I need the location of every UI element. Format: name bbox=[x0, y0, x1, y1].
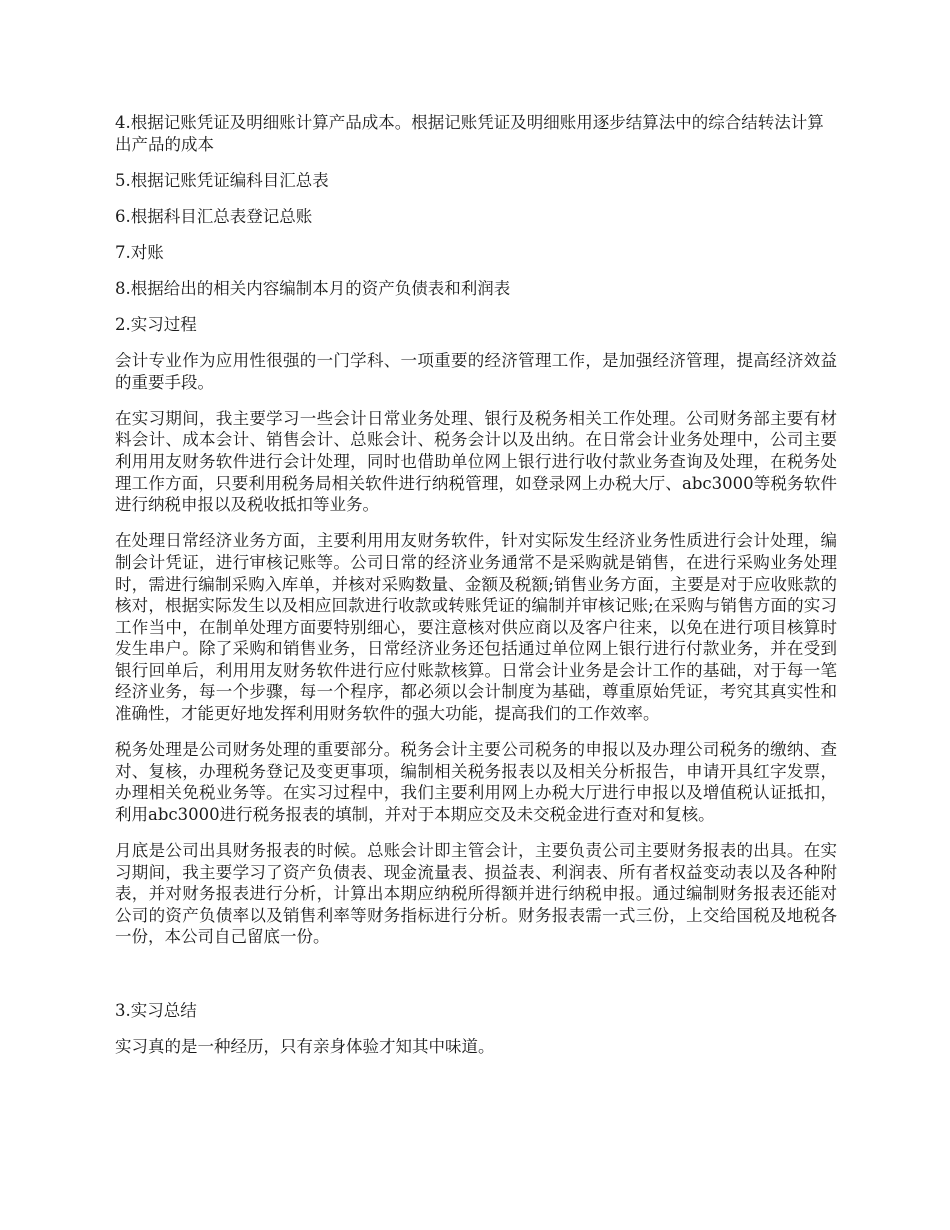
paragraph-daily-business: 在处理日常经济业务方面，主要利用用友财务软件，针对实际发生经济业务性质进行会计处理，编制会计凭证，进行审核记账等。公司日常的经济业务通常不是采购就是销售，在进行采购业务处理时，需进行编制采购入库单，并核对采购数量、金额及税额;销售业务方面，主要是对于应收账款的核对，根据实际发生以及相应回款进行收款或转账凭证的编制并审核记账;在采购与销售方面的实习工作当中，在制单处理方面要特别细心，要注意核对供应商以及客户往来，以免在进行项目核算时发生串户。除了采购和销售业务，日常经济业务还包括通过单位网上银行进行付款业务，并在受到银行回单后，利用用友财务软件进行应付账款核算。日常会计业务是会计工作的基础，对于每一笔经济业务，每一个步骤，每一个程序，都必须以会计制度为基础，尊重原始凭证，考究其真实性和准确性，才能更好地发挥利用财务软件的强大功能，提高我们的工作效率。 bbox=[115, 531, 837, 724]
paragraph-step-4: 4.根据记账凭证及明细账计算产品成本。根据记账凭证及明细账用逐步结算法中的综合结转法计算出产品的成本 bbox=[115, 113, 824, 154]
paragraph-step-8: 8.根据给出的相关内容编制本月的资产负债表和利润表 bbox=[115, 278, 511, 298]
section-heading-internship-summary: 3.实习总结 bbox=[115, 1000, 197, 1020]
document-body bbox=[115, 112, 837, 1072]
paragraph-month-end-reports: 月底是公司出具财务报表的时候。总账会计即主管会计，主要负责公司主要财务报表的出具。在实习期间，我主要学习了资产负债表、现金流量表、损益表、利润表、所有者权益变动表以及各种附表，并对财务报表进行分析，计算出本期应纳税所得额并进行纳税申报。通过编制财务报表还能对公司的资产负债率以及销售利率等财务指标进行分析。财务报表需一式三份，上交给国税及地税各一份，本公司自己留底一份。 bbox=[115, 841, 837, 947]
section-spacer bbox=[115, 963, 837, 1000]
paragraph-tax-processing: 税务处理是公司财务处理的重要部分。税务会计主要公司税务的申报以及办理公司税务的缴纳、查对、复核，办理税务登记及变更事项，编制相关税务报表以及相关分析报告，申请开具红字发票，办理相关免税业务等。在实习过程中，我们主要利用网上办税大厅进行申报以及增值税认证抵扣，利用abc3000进行税务报表的填制，并对于本期应交及未交税金进行查对和复核。 bbox=[115, 740, 837, 824]
paragraph-summary: 实习真的是一种经历，只有亲身体验才知其中味道。 bbox=[115, 1036, 495, 1056]
paragraph-step-5: 5.根据记账凭证编科目汇总表 bbox=[115, 170, 329, 190]
paragraph-step-6: 6.根据科目汇总表登记总账 bbox=[115, 206, 313, 226]
section-heading-internship-process: 2.实习过程 bbox=[115, 315, 197, 335]
paragraph-accounting-intro: 会计专业作为应用性很强的一门学科、一项重要的经济管理工作，是加强经济管理，提高经济效益的重要手段。 bbox=[115, 351, 837, 392]
paragraph-internship-period: 在实习期间，我主要学习一些会计日常业务处理、银行及税务相关工作处理。公司财务部主要有材料会计、成本会计、销售会计、总账会计、税务会计以及出纳。在日常会计业务处理中，公司主要利用用友财务软件进行会计处理，同时也借助单位网上银行进行收付款业务查询及处理，在税务处理工作方面，只要利用税务局相关软件进行纳税管理，如登录网上办税大厅、abc3000等税务软件进行纳税申报以及税收抵扣等业务。 bbox=[115, 408, 837, 515]
paragraph-step-7: 7.对账 bbox=[115, 242, 164, 262]
